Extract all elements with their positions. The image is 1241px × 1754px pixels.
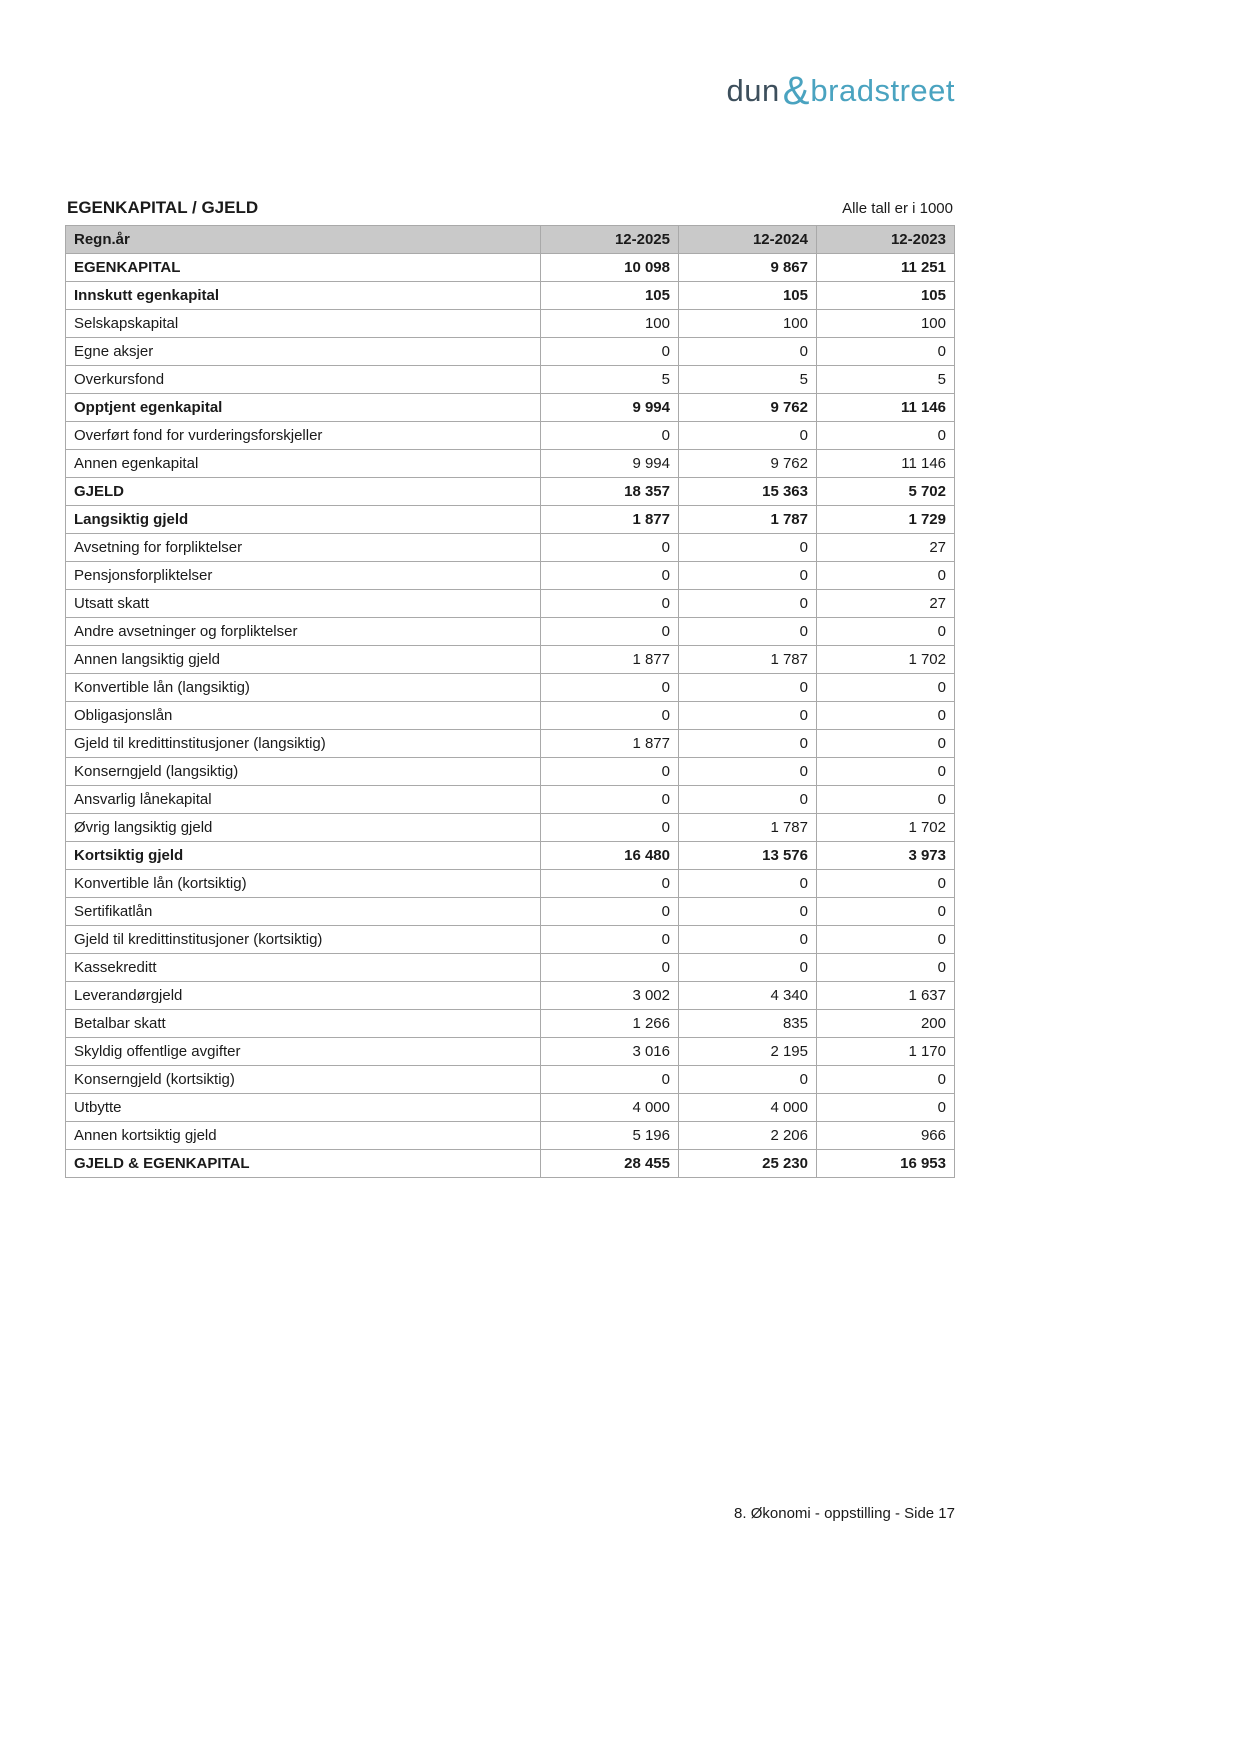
row-value: 100 [541,310,679,338]
row-label: Øvrig langsiktig gjeld [66,814,541,842]
row-value: 16 953 [817,1150,955,1178]
row-value: 28 455 [541,1150,679,1178]
row-value: 100 [817,310,955,338]
row-value: 0 [817,338,955,366]
row-value: 0 [541,422,679,450]
column-header-year-2023: 12-2023 [817,226,955,254]
logo-ampersand-icon: & [782,69,810,113]
row-value: 9 867 [679,254,817,282]
row-value: 4 000 [541,1094,679,1122]
row-value: 27 [817,534,955,562]
row-value: 0 [817,730,955,758]
table-row [66,842,955,870]
row-value: 0 [541,870,679,898]
row-value: 1 787 [679,814,817,842]
table-row [66,702,955,730]
row-label: Selskapskapital [66,310,541,338]
row-label: Kassekreditt [66,954,541,982]
row-value: 0 [541,534,679,562]
row-value: 1 877 [541,646,679,674]
row-value: 0 [679,730,817,758]
table-row [66,506,955,534]
row-value: 0 [679,870,817,898]
column-header-year-2024: 12-2024 [679,226,817,254]
row-value: 1 266 [541,1010,679,1038]
row-value: 0 [679,338,817,366]
row-label: Konvertible lån (langsiktig) [66,674,541,702]
row-value: 11 146 [817,394,955,422]
title-row [65,198,955,218]
row-label: Sertifikatlån [66,898,541,926]
logo-text-bradstreet: bradstreet [810,73,955,108]
row-label: Leverandørgjeld [66,982,541,1010]
row-label: GJELD [66,478,541,506]
row-value: 0 [541,898,679,926]
row-value: 105 [679,282,817,310]
row-label: Langsiktig gjeld [66,506,541,534]
row-value: 3 973 [817,842,955,870]
row-value: 0 [679,758,817,786]
column-header-regnar: Regn.år [66,226,541,254]
row-value: 5 [817,366,955,394]
row-value: 13 576 [679,842,817,870]
row-value: 0 [679,786,817,814]
table-row [66,562,955,590]
row-value: 0 [541,1066,679,1094]
unit-note: Alle tall er i 1000 [842,200,953,217]
row-value: 9 994 [541,394,679,422]
row-label: Gjeld til kredittinstitusjoner (langsiktig) [66,730,541,758]
row-value: 0 [541,786,679,814]
balance-sheet-table [65,225,955,1178]
row-value: 1 787 [679,506,817,534]
row-label: Annen kortsiktig gjeld [66,1122,541,1150]
table-header-row [66,226,955,254]
row-value: 0 [817,1066,955,1094]
row-label: Kortsiktig gjeld [66,842,541,870]
row-value: 105 [817,282,955,310]
row-value: 0 [679,1066,817,1094]
table-row [66,786,955,814]
row-label: Betalbar skatt [66,1010,541,1038]
row-value: 9 994 [541,450,679,478]
row-value: 0 [679,898,817,926]
page-footer: 8. Økonomi - oppstilling - Side 17 [734,1505,955,1522]
row-value: 0 [679,926,817,954]
row-value: 27 [817,590,955,618]
row-value: 9 762 [679,450,817,478]
table-row [66,1066,955,1094]
row-value: 0 [541,590,679,618]
table-row [66,254,955,282]
row-value: 1 877 [541,730,679,758]
row-value: 0 [817,562,955,590]
column-header-year-2025: 12-2025 [541,226,679,254]
row-value: 5 [541,366,679,394]
row-value: 0 [679,954,817,982]
row-value: 1 170 [817,1038,955,1066]
row-value: 966 [817,1122,955,1150]
row-label: Avsetning for forpliktelser [66,534,541,562]
table-row [66,898,955,926]
table-row [66,394,955,422]
row-label: Annen langsiktig gjeld [66,646,541,674]
logo-text-dun: dun [726,73,780,108]
row-value: 0 [541,702,679,730]
row-value: 0 [541,562,679,590]
row-value: 0 [817,674,955,702]
row-value: 0 [679,534,817,562]
row-value: 0 [817,870,955,898]
row-label: Skyldig offentlige avgifter [66,1038,541,1066]
row-value: 1 702 [817,814,955,842]
table-body [66,254,955,1178]
row-value: 3 002 [541,982,679,1010]
row-label: Opptjent egenkapital [66,394,541,422]
row-value: 0 [679,618,817,646]
row-label: Overført fond for vurderingsforskjeller [66,422,541,450]
table-row [66,1150,955,1178]
row-label: GJELD & EGENKAPITAL [66,1150,541,1178]
row-value: 0 [817,758,955,786]
row-value: 0 [541,674,679,702]
row-label: Obligasjonslån [66,702,541,730]
row-label: EGENKAPITAL [66,254,541,282]
row-label: Konvertible lån (kortsiktig) [66,870,541,898]
row-value: 5 [679,366,817,394]
table-row [66,646,955,674]
table-row [66,1038,955,1066]
row-value: 0 [679,422,817,450]
row-value: 16 480 [541,842,679,870]
row-value: 1 787 [679,646,817,674]
row-value: 5 702 [817,478,955,506]
table-row [66,366,955,394]
table-row [66,534,955,562]
row-value: 0 [817,898,955,926]
row-label: Gjeld til kredittinstitusjoner (kortsiktig) [66,926,541,954]
row-value: 105 [541,282,679,310]
row-label: Utbytte [66,1094,541,1122]
row-value: 5 196 [541,1122,679,1150]
row-value: 0 [679,674,817,702]
row-value: 15 363 [679,478,817,506]
row-value: 0 [541,618,679,646]
table-row [66,870,955,898]
table-row [66,1094,955,1122]
row-value: 0 [817,1094,955,1122]
row-value: 0 [679,562,817,590]
row-value: 10 098 [541,254,679,282]
row-label: Utsatt skatt [66,590,541,618]
row-value: 0 [541,926,679,954]
table-row [66,310,955,338]
row-label: Konserngjeld (langsiktig) [66,758,541,786]
row-label: Innskutt egenkapital [66,282,541,310]
row-value: 1 637 [817,982,955,1010]
row-value: 0 [679,590,817,618]
row-label: Andre avsetninger og forpliktelser [66,618,541,646]
dun-bradstreet-logo [726,68,956,113]
page-title: EGENKAPITAL / GJELD [67,198,259,217]
table-row [66,282,955,310]
table-row [66,730,955,758]
row-value: 11 146 [817,450,955,478]
row-value: 0 [541,758,679,786]
row-value: 9 762 [679,394,817,422]
row-value: 2 206 [679,1122,817,1150]
table-row [66,450,955,478]
row-value: 0 [541,954,679,982]
row-label: Overkursfond [66,366,541,394]
table-row [66,982,955,1010]
table-row [66,478,955,506]
row-label: Annen egenkapital [66,450,541,478]
row-value: 1 877 [541,506,679,534]
row-value: 0 [541,814,679,842]
row-value: 4 340 [679,982,817,1010]
row-value: 200 [817,1010,955,1038]
row-value: 0 [817,422,955,450]
row-value: 1 702 [817,646,955,674]
row-value: 18 357 [541,478,679,506]
row-value: 2 195 [679,1038,817,1066]
table-row [66,618,955,646]
row-value: 11 251 [817,254,955,282]
table-row [66,338,955,366]
row-value: 0 [817,954,955,982]
row-value: 0 [817,618,955,646]
table-row [66,954,955,982]
row-value: 0 [679,702,817,730]
row-label: Pensjonsforpliktelser [66,562,541,590]
row-value: 0 [817,926,955,954]
row-value: 0 [541,338,679,366]
table-row [66,926,955,954]
table-row [66,758,955,786]
row-value: 835 [679,1010,817,1038]
row-label: Ansvarlig lånekapital [66,786,541,814]
row-value: 25 230 [679,1150,817,1178]
row-value: 3 016 [541,1038,679,1066]
row-value: 100 [679,310,817,338]
table-row [66,590,955,618]
report-content [65,198,955,1178]
table-row [66,814,955,842]
table-row [66,422,955,450]
row-value: 0 [817,786,955,814]
row-value: 4 000 [679,1094,817,1122]
row-label: Egne aksjer [66,338,541,366]
table-row [66,1122,955,1150]
row-value: 0 [817,702,955,730]
table-row [66,1010,955,1038]
table-row [66,674,955,702]
row-value: 1 729 [817,506,955,534]
row-label: Konserngjeld (kortsiktig) [66,1066,541,1094]
